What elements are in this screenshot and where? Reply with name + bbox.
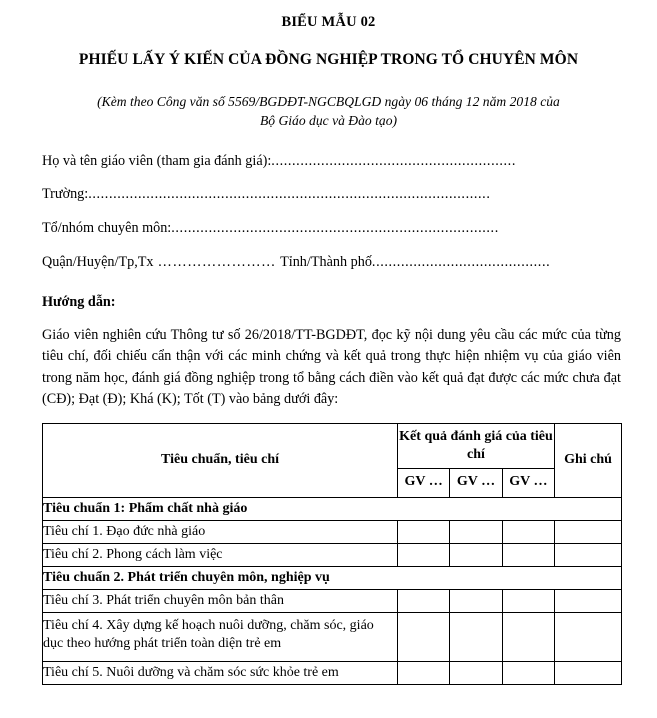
criteria-3-note[interactable] (555, 589, 622, 612)
field-teacher-name-label: Họ và tên giáo viên (tham gia đánh giá): (42, 152, 272, 169)
table-row (43, 566, 622, 589)
criteria-1-note[interactable] (555, 520, 622, 543)
table-row (43, 497, 622, 520)
criteria-3-label: Tiêu chí 3. Phát triển chuyên môn bản thân (43, 589, 398, 612)
criteria-3-gv-2[interactable] (450, 589, 502, 612)
field-district-dots[interactable]: …………………… (153, 253, 281, 270)
criteria-2-gv-1[interactable] (398, 543, 450, 566)
criteria-5-label: Tiêu chí 5. Nuôi dưỡng và chăm sóc sức khỏe trẻ em (43, 661, 398, 684)
table-body (43, 497, 622, 684)
evaluation-table (42, 423, 622, 685)
guide-body: Giáo viên nghiên cứu Thông tư số 26/2018/TT-BGDĐT, đọc kỹ nội dung yêu cầu các mức của từng tiêu chí, đối chiếu cẩn thận với các minh chứng và kết quả trong thực hiện nhiệm vụ của giáo viên trong năm học, đánh giá đồng nghiệp trong tổ bằng cách điền vào kết quả đạt được các mức chưa đạt (CĐ); Đạt (Đ); Khá (K); Tốt (T) vào bảng dưới đây: (42, 326, 621, 408)
document-title: PHIẾU LẤY Ý KIẾN CỦA ĐỒNG NGHIỆP TRONG TỔ CHUYÊN MÔN (78, 51, 579, 69)
table-row (43, 589, 622, 612)
criteria-1-gv-1[interactable] (398, 520, 450, 543)
header-result: Kết quả đánh giá của tiêu chí (398, 423, 555, 468)
criteria-4-note[interactable] (555, 612, 622, 661)
field-province-label: Tỉnh/Thành phố (280, 253, 372, 270)
criteria-3-gv-1[interactable] (398, 589, 450, 612)
criteria-2-note[interactable] (555, 543, 622, 566)
field-school-label: Trường: (42, 186, 89, 203)
field-department-label: Tổ/nhóm chuyên môn: (42, 220, 172, 237)
header-gv-1: GV … (398, 468, 450, 497)
header-gv-2: GV … (450, 468, 502, 497)
criteria-2-label: Tiêu chí 2. Phong cách làm việc (43, 543, 398, 566)
table-row (43, 543, 622, 566)
field-department-dots[interactable]: ............................................................................... (171, 220, 499, 237)
title-block (0, 0, 657, 131)
header-criteria: Tiêu chuẩn, tiêu chí (43, 423, 398, 497)
evaluation-table-wrap (0, 423, 657, 685)
field-teacher-name (42, 153, 615, 171)
field-province-dots[interactable]: ........................................... (371, 253, 551, 270)
subtitle-line-1: (Kèm theo Công văn số 5569/BGDĐT-NGCBQLGD ngày 06 tháng 12 năm 2018 của (97, 93, 560, 109)
table-header-row-1 (43, 423, 622, 468)
criteria-4-gv-3[interactable] (502, 612, 554, 661)
table-row (43, 520, 622, 543)
field-school (42, 186, 615, 204)
criteria-4-gv-2[interactable] (450, 612, 502, 661)
header-gv-3: GV … (502, 468, 554, 497)
section-standard-2: Tiêu chuẩn 2. Phát triển chuyên môn, nghiệp vụ (43, 566, 622, 589)
criteria-4-label: Tiêu chí 4. Xây dựng kế hoạch nuôi dưỡng, chăm sóc, giáo dục theo hướng phát triển toàn diện trẻ em (43, 612, 398, 661)
criteria-5-gv-1[interactable] (398, 661, 450, 684)
criteria-2-gv-2[interactable] (450, 543, 502, 566)
table-row (43, 612, 622, 661)
criteria-4-gv-1[interactable] (398, 612, 450, 661)
criteria-1-gv-2[interactable] (450, 520, 502, 543)
field-teacher-name-dots[interactable]: ........................................................... (271, 152, 516, 169)
criteria-5-gv-2[interactable] (450, 661, 502, 684)
criteria-2-gv-3[interactable] (502, 543, 554, 566)
field-department (42, 220, 615, 238)
field-district-province (42, 254, 615, 272)
subtitle-line-2: Bộ Giáo dục và Đào tạo) (259, 113, 398, 129)
field-district-label: Quận/Huyện/Tp,Tx (42, 253, 154, 270)
table-row (43, 661, 622, 684)
table-head (43, 423, 622, 497)
criteria-1-gv-3[interactable] (502, 520, 554, 543)
criteria-5-gv-3[interactable] (502, 661, 554, 684)
header-note: Ghi chú (555, 423, 622, 497)
document-code: BIỂU MẪU 02 (281, 14, 376, 30)
section-standard-1: Tiêu chuẩn 1: Phẩm chất nhà giáo (43, 497, 622, 520)
field-school-dots[interactable]: ................................................................................................. (88, 186, 491, 203)
guide-heading: Hướng dẫn: (42, 293, 116, 310)
criteria-5-note[interactable] (555, 661, 622, 684)
criteria-1-label: Tiêu chí 1. Đạo đức nhà giáo (43, 520, 398, 543)
document-subtitle (0, 92, 657, 131)
criteria-3-gv-3[interactable] (502, 589, 554, 612)
form-fields (0, 153, 657, 272)
